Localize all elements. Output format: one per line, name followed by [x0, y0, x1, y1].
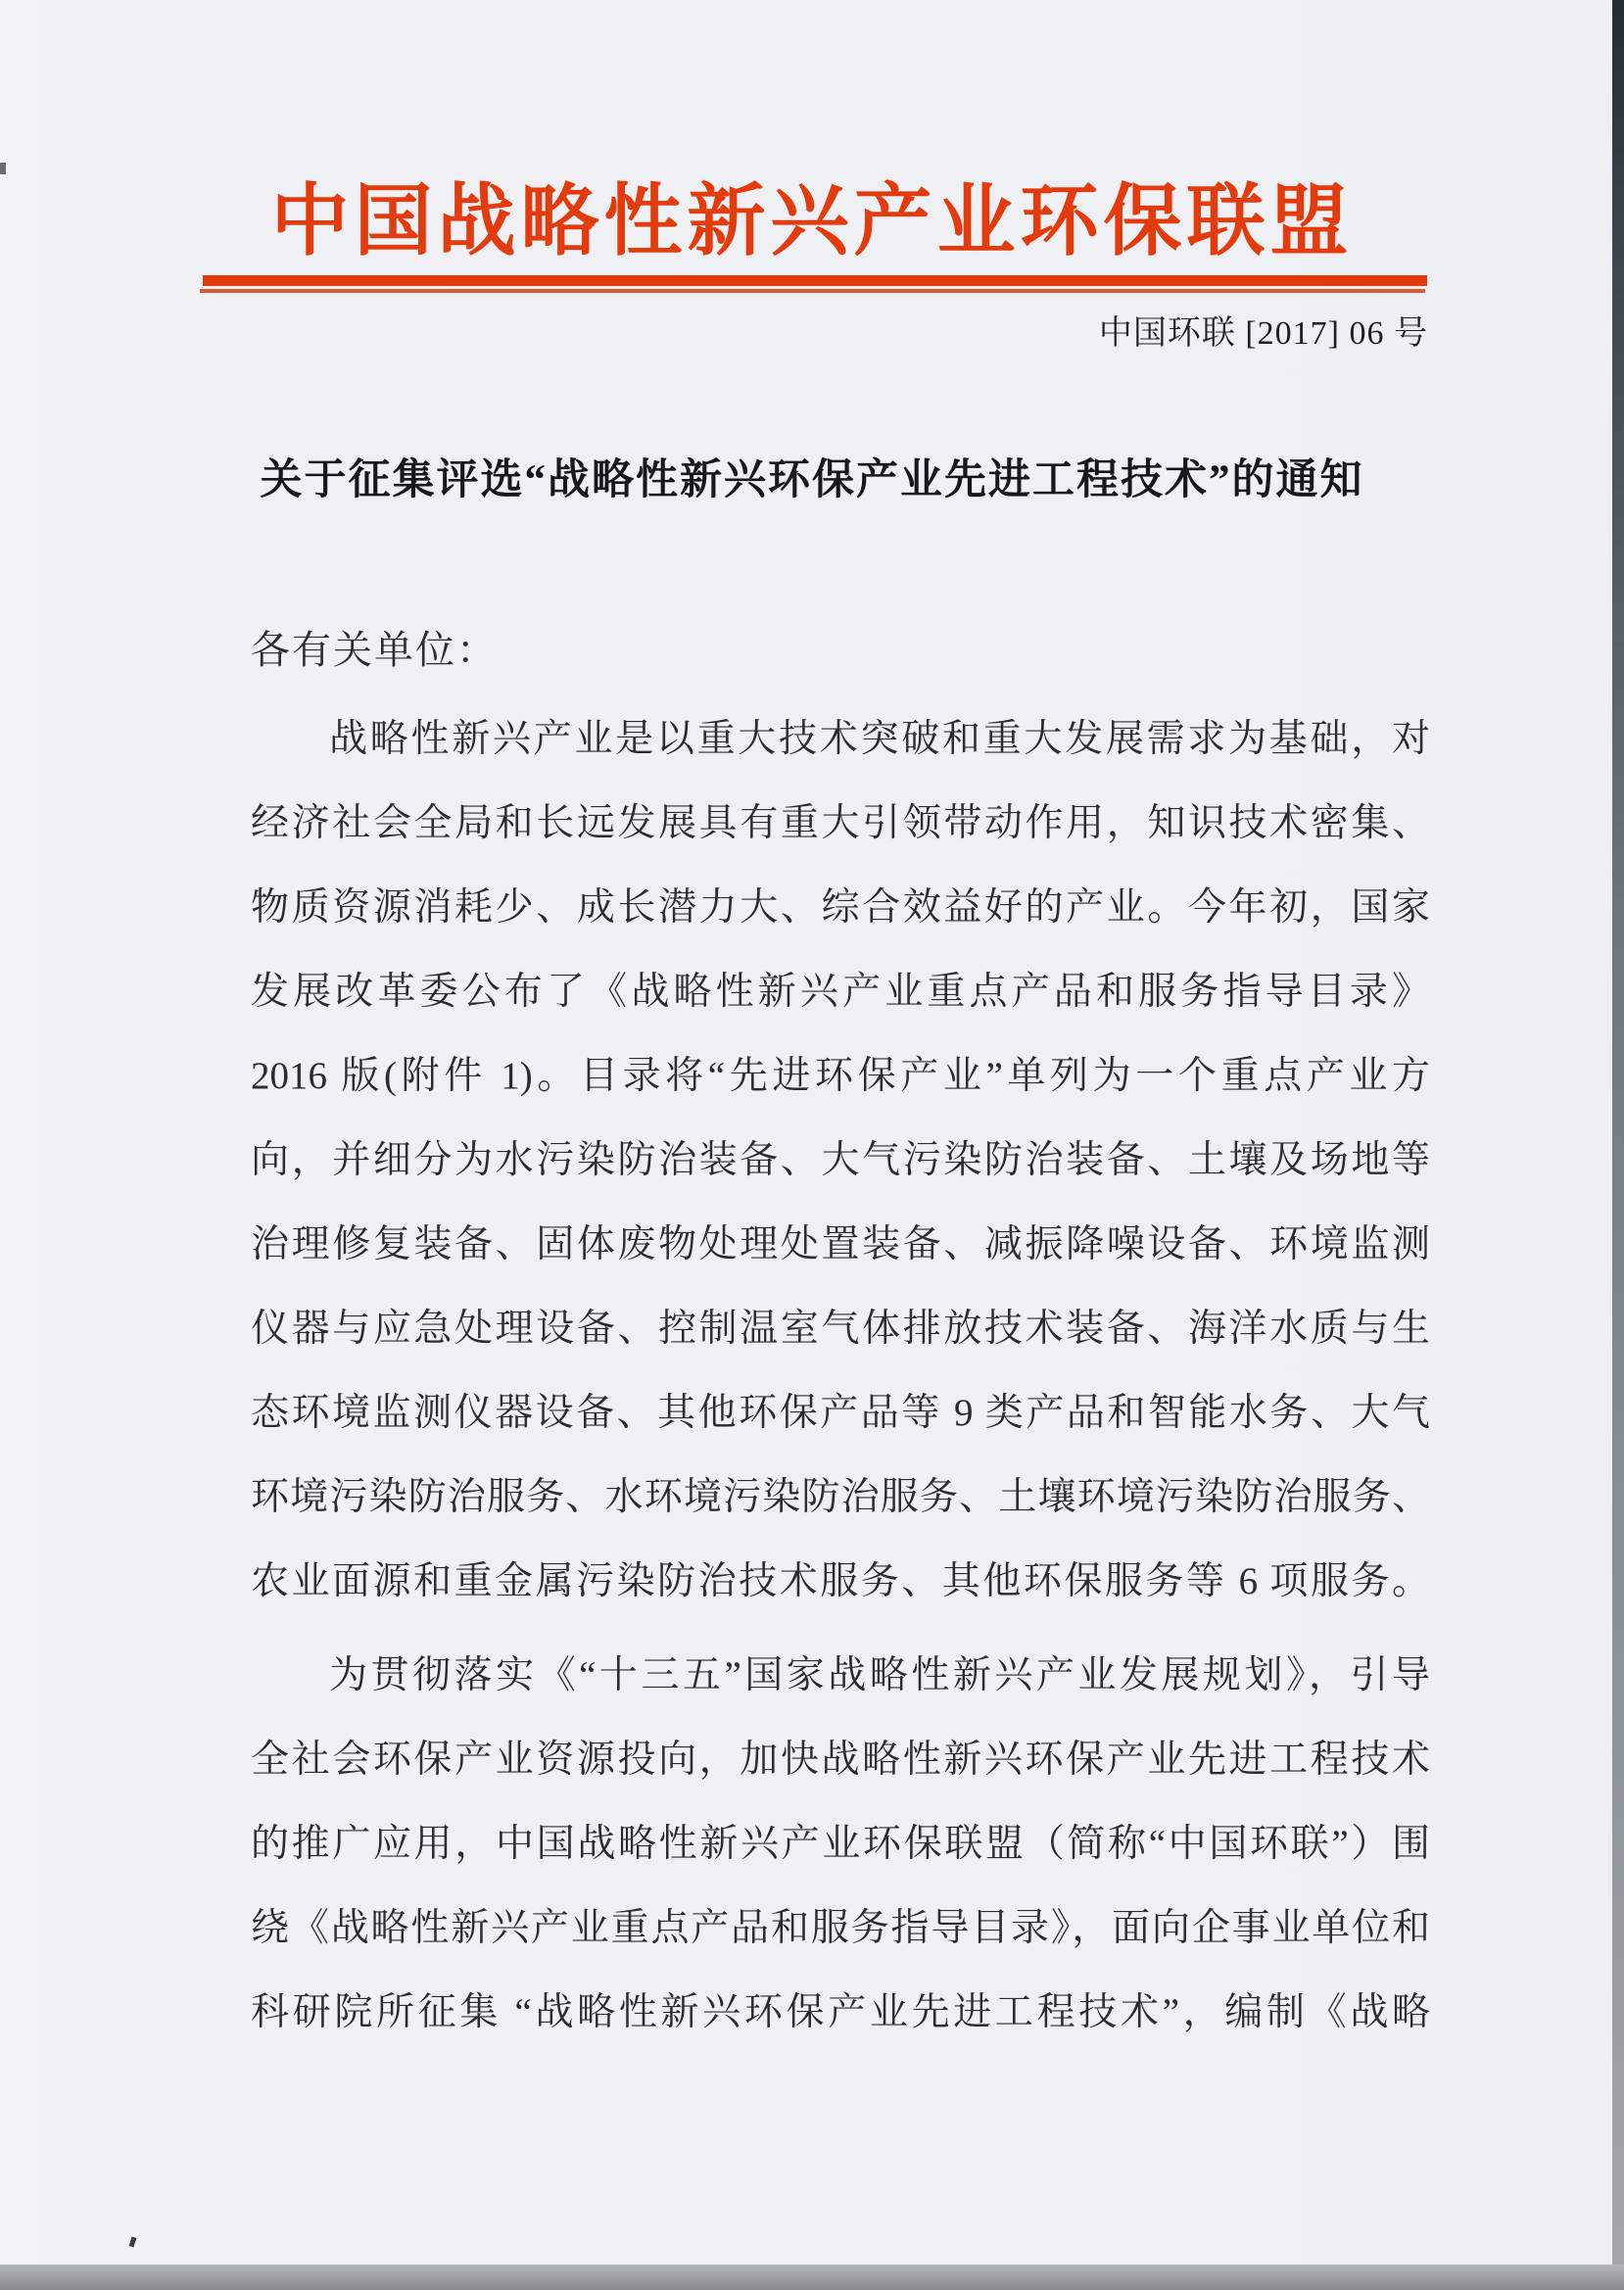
scan-speck [129, 2236, 137, 2247]
salutation: 各有关单位： [251, 628, 498, 672]
body-line: 战略性新兴产业是以重大技术突破和重大发展需求为基础，对 [329, 718, 1430, 760]
body-line: 2016 版(附件 1)。目录将“先进环保产业”单列为一个重点产业方 [251, 1055, 1430, 1097]
body-line: 经济社会全局和长远发展具有重大引领带动作用，知识技术密集、 [251, 802, 1430, 844]
scan-edge-right [1612, 0, 1624, 2290]
body-line: 治理修复装备、固体废物处理处置装备、减振降噪设备、环境监测 [251, 1223, 1430, 1265]
body-line: 发展改革委公布了《战略性新兴产业重点产品和服务指导目录》 [251, 971, 1430, 1013]
body-line: 向，并细分为水污染防治装备、大气污染防治装备、土壤及场地等 [251, 1139, 1430, 1181]
body-line: 绕《战略性新兴产业重点产品和服务指导目录》，面向企事业单位和 [251, 1907, 1430, 1949]
body-line: 农业面源和重金属污染防治技术服务、其他环保服务等 6 项服务。 [251, 1560, 1430, 1602]
body-line: 物质资源消耗少、成长潜力大、综合效益好的产业。今年初，国家 [251, 886, 1430, 929]
notice-title: 关于征集评选“战略性新兴环保产业先进工程技术”的通知 [260, 457, 1364, 503]
body-line: 态环境监测仪器设备、其他环保产品等 9 类产品和智能水务、大气 [251, 1392, 1430, 1434]
body-line: 仪器与应急处理设备、控制温室气体排放技术装备、海洋水质与生 [251, 1308, 1430, 1350]
paragraph [251, 697, 1430, 1624]
body-line: 为贯彻落实《“十三五”国家战略性新兴产业发展规划》，引导 [329, 1654, 1430, 1696]
document-number: 中国环联 [2017] 06 号 [1098, 315, 1428, 352]
body-line: 环境污染防治服务、水环境污染防治服务、土壤环境污染防治服务、 [251, 1476, 1430, 1518]
body-line: 全社会环保产业资源投向，加快战略性新兴环保产业先进工程技术 [251, 1739, 1430, 1781]
paragraph [251, 1634, 1430, 2055]
letterhead-red-rule [203, 275, 1427, 286]
body-line: 的推广应用，中国战略性新兴产业环保联盟（简称“中国环联”）围 [251, 1823, 1430, 1865]
body-paragraphs [251, 697, 1430, 2055]
scan-edge-bottom [0, 2265, 1624, 2290]
letterhead-org-name: 中国战略性新兴产业环保联盟 [270, 179, 1354, 265]
body-line: 科研院所征集 “战略性新兴环保产业先进工程技术”，编制《战略 [251, 1991, 1430, 2033]
